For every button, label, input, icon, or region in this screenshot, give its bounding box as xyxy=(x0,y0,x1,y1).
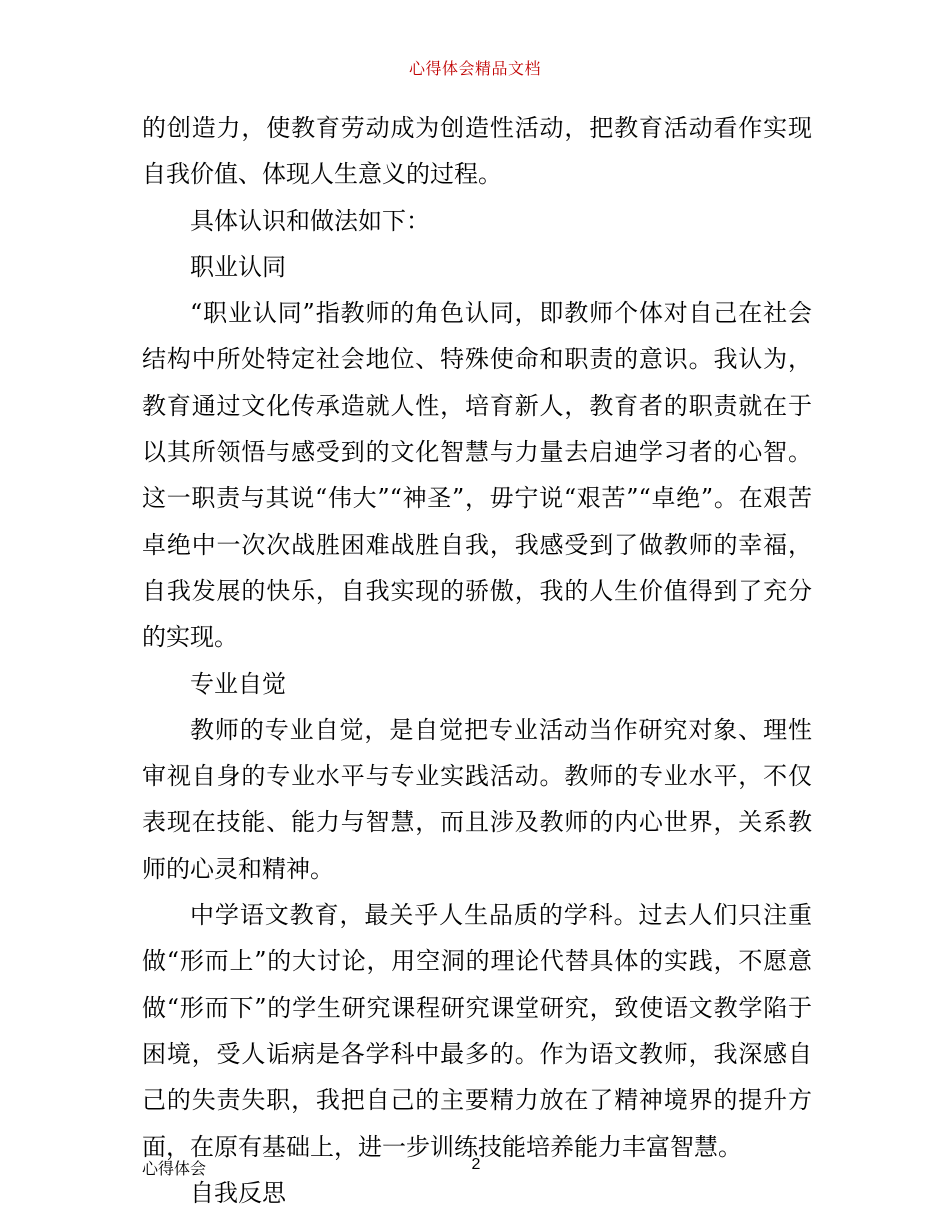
section-heading-self-reflection: 自我反思 xyxy=(190,1178,286,1207)
paragraph: 具体认识和做法如下： xyxy=(190,206,430,235)
paragraph: “职业认同”指教师的角色认同，即教师个体对自己在社会结构中所处特定社会地位、特殊使命和职责的意识。我认为，教育通过文化传承造就人性，培育新人，教育者的职责就在于以其所领悟与感受到的文化智慧与力量去启迪学习者的心智。这一职责与其说“伟大”“神圣”，毋宁说“艰苦”“卓绝”。在艰苦卓绝中一次次战胜困难战胜自我，我感受到了做教师的幸福，自我发展的快乐，自我实现的骄傲，我的人生价值得到了充分的实现。 xyxy=(142,299,812,652)
document-body xyxy=(142,105,812,1216)
page-footer-label: 心得体会 xyxy=(142,1159,207,1178)
page-header-title: 心得体会精品文档 xyxy=(408,59,541,78)
paragraph: 教师的专业自觉，是自觉把专业活动当作研究对象、理性审视自身的专业水平与专业实践活动。教师的专业水平，不仅表现在技能、能力与智慧，而且涉及教师的内心世界，关系教师的心灵和精神。 xyxy=(142,715,812,883)
section-heading-professional-awareness: 专业自觉 xyxy=(190,669,286,698)
paragraph: 中学语文教育，最关乎人生品质的学科。过去人们只注重做“形而上”的大讨论，用空洞的理论代替具体的实践，不愿意做“形而下”的学生研究课程研究课堂研究，致使语文教学陷于困境，受人诟病是各学科中最多的。作为语文教师，我深感自己的失责失职，我把自己的主要精力放在了精神境界的提升方面，在原有基础上，进一步训练技能培养能力丰富智慧。 xyxy=(142,901,812,1161)
paragraph: 的创造力，使教育劳动成为创造性活动，把教育活动看作实现自我价值、体现人生意义的过程。 xyxy=(142,114,812,189)
page-number: 2 xyxy=(471,1156,481,1173)
section-heading-career-identity: 职业认同 xyxy=(190,252,286,281)
